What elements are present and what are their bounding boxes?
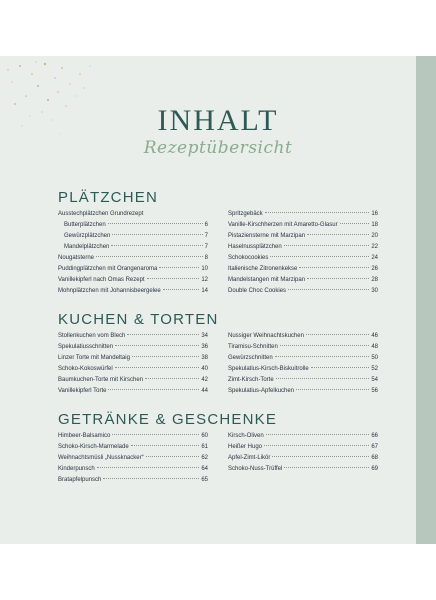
list-item[interactable]: Schoko-Kirsch-Marmelade 61: [58, 444, 208, 450]
list-item[interactable]: Apfel-Zimt-Likör 68: [228, 455, 378, 461]
list-item[interactable]: Schoko-Kokoswürfel 40: [58, 366, 208, 372]
list-item[interactable]: Spekulatius-Apfelkuchen 56: [228, 388, 378, 394]
section-heading-getraenke-geschenke: GETRÄNKE & GESCHENKE: [58, 411, 278, 428]
list-item[interactable]: Nougatsterne 8: [58, 255, 208, 261]
section-list-left: [58, 431, 208, 486]
list-item[interactable]: Italienische Zitronenkekse 26: [228, 266, 378, 272]
list-item[interactable]: Spritzgebäck 16: [228, 211, 378, 217]
list-item[interactable]: Gewürzschnitten 50: [228, 355, 378, 361]
list-item[interactable]: Heißer Hugo 67: [228, 444, 378, 450]
list-item[interactable]: Spekulatiusschnitten 36: [58, 344, 208, 350]
section-list-right: [228, 209, 378, 297]
list-item[interactable]: Kirsch-Oliven 66: [228, 433, 378, 439]
list-item[interactable]: Tiramisu-Schnitten 48: [228, 344, 378, 350]
section-list-left: [58, 209, 208, 297]
list-item[interactable]: Schokocookies 24: [228, 255, 378, 261]
list-item[interactable]: Spekulatius-Kirsch-Biskuitrolle 52: [228, 366, 378, 372]
list-item[interactable]: Baumkuchen-Torte mit Kirschen 42: [58, 377, 208, 383]
list-item[interactable]: Himbeer-Balsamico 60: [58, 433, 208, 439]
list-item[interactable]: Mandelstangen mit Marzipan 28: [228, 277, 378, 283]
list-item[interactable]: Haselnussplätzchen 22: [228, 244, 378, 250]
page-title: INHALT: [157, 104, 279, 137]
list-item[interactable]: Butterplätzchen 6: [64, 222, 208, 228]
section-heading-kuchen-torten: KUCHEN & TORTEN: [58, 311, 219, 328]
list-item[interactable]: Weihnachtsmüsli „Nussknacker“ 62: [58, 455, 208, 461]
list-item[interactable]: Stollenkuchen vom Blech 34: [58, 333, 208, 339]
section-list-left: [58, 331, 208, 397]
list-item[interactable]: Mohnplätzchen mit Johannisbeergelee 14: [58, 288, 208, 294]
page-subtitle: Rezeptübersicht: [143, 138, 293, 158]
list-item[interactable]: Vanillekipferl Torte 44: [58, 388, 208, 394]
list-item[interactable]: Linzer Torte mit Mandeltaig 38: [58, 355, 208, 361]
list-item[interactable]: Schoko-Nuss-Trüffel 69: [228, 466, 378, 472]
list-item[interactable]: Kinderpunsch 64: [58, 466, 208, 472]
list-item[interactable]: Bratapfelpunsch 65: [58, 477, 208, 483]
list-item[interactable]: Pistaziensterne mit Marzipan 20: [228, 233, 378, 239]
section-list-right: [228, 331, 378, 397]
list-item[interactable]: Mandelplätzchen 7: [64, 244, 208, 250]
section-heading-plaetzchen: PLÄTZCHEN: [58, 189, 158, 206]
list-item[interactable]: Double Choc Cookies 30: [228, 288, 378, 294]
list-item[interactable]: Nussiger Weihnachtskuchen 46: [228, 333, 378, 339]
list-item[interactable]: Gewürzplätzchen 7: [64, 233, 208, 239]
list-item[interactable]: Puddingplätzchen mit Orangenaroma 10: [58, 266, 208, 272]
list-item[interactable]: Ausstechplätzchen Grundrezept: [58, 211, 144, 217]
list-item[interactable]: Zimt-Kirsch-Torte 54: [228, 377, 378, 383]
list-item[interactable]: Vanille-Kirschherzen mit Amaretto-Glasur 18: [228, 222, 378, 228]
list-item[interactable]: Vanillekipferl nach Omas Rezept 12: [58, 277, 208, 283]
section-list-right: [228, 431, 378, 475]
